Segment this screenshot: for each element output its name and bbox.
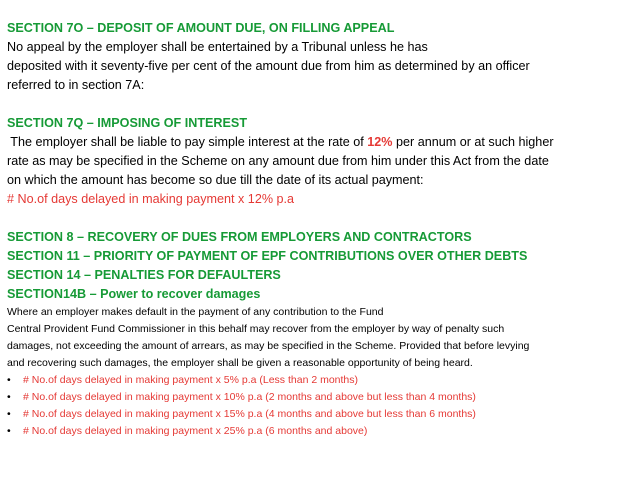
section-14b-heading: SECTION14B – Power to recover damages <box>7 287 261 301</box>
spacer <box>7 95 632 114</box>
interest-rate-highlight: 12% <box>367 135 393 149</box>
section-7q-heading: SECTION 7Q – IMPOSING OF INTEREST <box>7 116 248 130</box>
section-7o-line-2: deposited with it seventy-five per cent of the amount due from him as determined by an officer <box>7 59 530 73</box>
section-7q-line-2: rate as may be specified in the Scheme on any amount due from him under this Act from the date <box>7 154 549 168</box>
list-item <box>7 389 632 406</box>
section-8-heading: SECTION 8 – RECOVERY OF DUES FROM EMPLOYERS AND CONTRACTORS <box>7 230 472 244</box>
section-7o-line-3: referred to in section 7A: <box>7 78 145 92</box>
bullet-icon: • <box>7 408 11 420</box>
section-7o-line-1: No appeal by the employer shall be entertained by a Tribunal unless he has <box>7 40 428 54</box>
section-7q-line-1-start: The employer shall be liable to pay simple interest at the rate of <box>7 135 368 149</box>
section-7q-line-1-end: per annum or at such higher <box>392 135 554 149</box>
list-item <box>7 423 632 440</box>
section-14b-line-4: and recovering such damages, the employer shall be given a reasonable opportunity of being heard. <box>7 357 473 369</box>
section-14b-line-2: Central Provident Fund Commissioner in this behalf may recover from the employer by way of penalty such <box>7 323 505 335</box>
damages-rate-text: # No.of days delayed in making payment x 10% p.a (2 months and above but less than 4 months) <box>23 391 476 403</box>
section-14b-line-1: Where an employer makes default in the payment of any contribution to the Fund <box>7 306 384 318</box>
spacer <box>7 209 632 228</box>
section-7q-line-3: on which the amount has become so due till the date of its actual payment: <box>7 173 424 187</box>
section-7o-heading: SECTION 7O – DEPOSIT OF AMOUNT DUE, ON FILLING APPEAL <box>7 21 395 35</box>
section-7q-line-1 <box>7 133 632 152</box>
damages-rate-text: # No.of days delayed in making payment x 15% p.a (4 months and above but less than 6 months) <box>23 408 476 420</box>
bullet-icon: • <box>7 425 11 437</box>
list-item <box>7 406 632 423</box>
list-item <box>7 372 632 389</box>
bullet-icon: • <box>7 391 11 403</box>
section-7q-formula: # No.of days delayed in making payment x 12% p.a <box>7 192 295 206</box>
section-14b-line-3: damages, not exceeding the amount of arrears, as may be specified in the Scheme. Provided that before levying <box>7 340 530 352</box>
damages-rate-list <box>7 372 632 440</box>
section-11-heading: SECTION 11 – PRIORITY OF PAYMENT OF EPF CONTRIBUTIONS OVER OTHER DEBTS <box>7 249 528 263</box>
section-14-heading: SECTION 14 – PENALTIES FOR DEFAULTERS <box>7 268 281 282</box>
damages-rate-text: # No.of days delayed in making payment x 5% p.a (Less than 2 months) <box>23 374 359 386</box>
bullet-icon: • <box>7 374 11 386</box>
damages-rate-text: # No.of days delayed in making payment x 25% p.a (6 months and above) <box>23 425 368 437</box>
